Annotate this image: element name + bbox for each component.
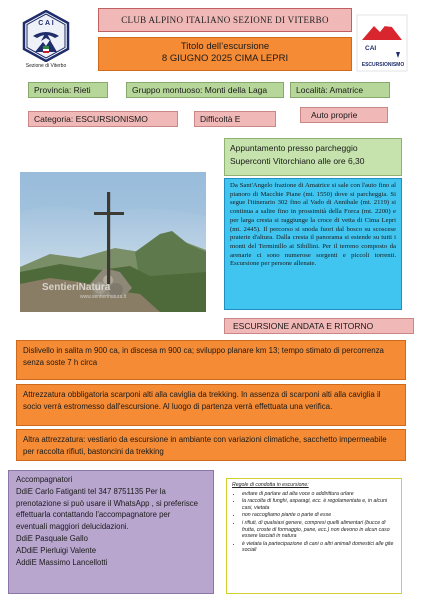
auto-chip: Auto proprie — [300, 107, 388, 123]
title-line-2: 8 GIUGNO 2025 CIMA LEPRI — [161, 53, 289, 64]
regole-item: • la raccolta di funghi, asparagi, ecc. è regolamentata e, in alcuni casi, vietata — [242, 498, 396, 511]
dislivello-box: Dislivello in salita m 900 ca, in discesa m 900 ca; sviluppo planare km 13; tempo stimato di percorrenza senza soste 7 h circa — [16, 340, 406, 380]
attrezzatura-box: Attrezzatura obbligatoria scarponi alti alla caviglia da trekking. In assenza di scarponi alti alla caviglia il socio verrà estromesso dall'escursione. Al luogo di partenza verrà effettuata una verifica. — [16, 384, 406, 426]
summit-photo — [20, 172, 206, 312]
accompagnatori-line: prenotazione si può usare il WhatsApp , si preferisce — [16, 498, 199, 508]
accompagnatori-line: effettuarla contattando l'accompagnatore per — [16, 510, 171, 520]
difficolta-chip: Difficoltà E — [194, 111, 276, 127]
accompagnatori-box — [8, 470, 214, 594]
provincia-chip: Provincia: Rieti — [28, 82, 108, 98]
regole-title: Regole di condotta in escursione: — [232, 482, 309, 488]
appuntamento-line-2: Superconti Vitorchiano alle ore 6,30 — [230, 156, 365, 166]
club-banner: CLUB ALPINO ITALIANO SEZIONE DI VITERBO — [98, 8, 352, 32]
escursionismo-cai-text: CAI — [365, 45, 377, 52]
accompagnatori-line: AddiE Massimo Lancellotti — [16, 557, 108, 567]
escursionismo-icon — [356, 14, 408, 72]
andata-ritorno-label: ESCURSIONE ANDATA E RITORNO — [224, 318, 414, 334]
regole-box — [226, 478, 402, 594]
title-line-1: Titolo dell’escursione — [180, 41, 270, 52]
descrizione-box: Da Sant'Angelo frazione di Amatrice si sale con l'auto fino al pianoro di Macchie Piane (mt. 1550) dove si parcheggia. Si segue l'itinerario 302 fino al Vado di Annibale (mt. 2119) si continua a salire fino in prossimità della Forca (mt. 2200) e per larga cresta si raggiunge la croce di vetta di Cima Lepri (mt. 2445). Il percorso si snoda fuori dal bosco su scoscese praterie d'altura. Dalla cresta il panorama si estende su tutti i monti del Terminillo ai Sibillini. Per il terreno composto da arenarie ci sono numerose sorgenti e piccoli torrenti. Escursione per persone allenate. — [224, 178, 402, 310]
cai-logo — [16, 10, 76, 72]
accompagnatori-line: eventuali maggiori delucidazioni. — [16, 522, 129, 532]
regole-item: • è vietata la partecipazione di cani o altri animali domestici alle gite sociali — [242, 541, 396, 554]
appuntamento-box — [224, 138, 402, 176]
accompagnatori-line: DdiE Pasquale Gallo — [16, 533, 88, 543]
accompagnatori-line: ADdiE Pierluigi Valente — [16, 545, 97, 555]
cai-caption: Sezione di Viterbo — [25, 63, 67, 69]
appuntamento-line-1: Appuntamento presso parcheggio — [230, 143, 358, 153]
gruppo-chip: Gruppo montuoso: Monti della Laga — [126, 82, 284, 98]
accompagnatori-title: Accompagnatori — [16, 475, 73, 484]
title-box — [98, 37, 352, 71]
cai-acronym: C A I — [38, 20, 54, 27]
localita-chip: Località: Amatrice — [290, 82, 390, 98]
regole-item: • evitare di parlare ad alta voce o addirittura urlare — [242, 491, 396, 498]
altra-attrezzatura-box: Altra attrezzatura: vestiario da escursione in ambiante con variazioni climatiche, sacchetto impermeabile per raccolta rifiuti, bastoncini da trekking — [16, 429, 406, 461]
regole-list — [232, 491, 396, 554]
cai-emblem-icon — [21, 10, 71, 62]
photo-watermark-url: www.sentierinatura.it — [80, 294, 127, 300]
categoria-chip: Categoria: ESCURSIONISMO — [28, 111, 178, 127]
regole-item: • i rifiuti, di qualsiasi genere, compresi quelli alimentari (bucce di frutta, croste di formaggio, pane, ecc.) non devono in alcun caso essere lasciati in natura — [242, 520, 396, 540]
accompagnatori-line: DdiE Carlo Fatiganti tel 347 8751135 Per la — [16, 486, 166, 496]
regole-item: • non raccogliamo piante o parte di esse — [242, 512, 396, 519]
escursionismo-label: ESCURSIONISMO — [361, 62, 405, 68]
photo-watermark: SentieriNatura — [42, 282, 111, 293]
escursionismo-logo — [356, 14, 408, 72]
